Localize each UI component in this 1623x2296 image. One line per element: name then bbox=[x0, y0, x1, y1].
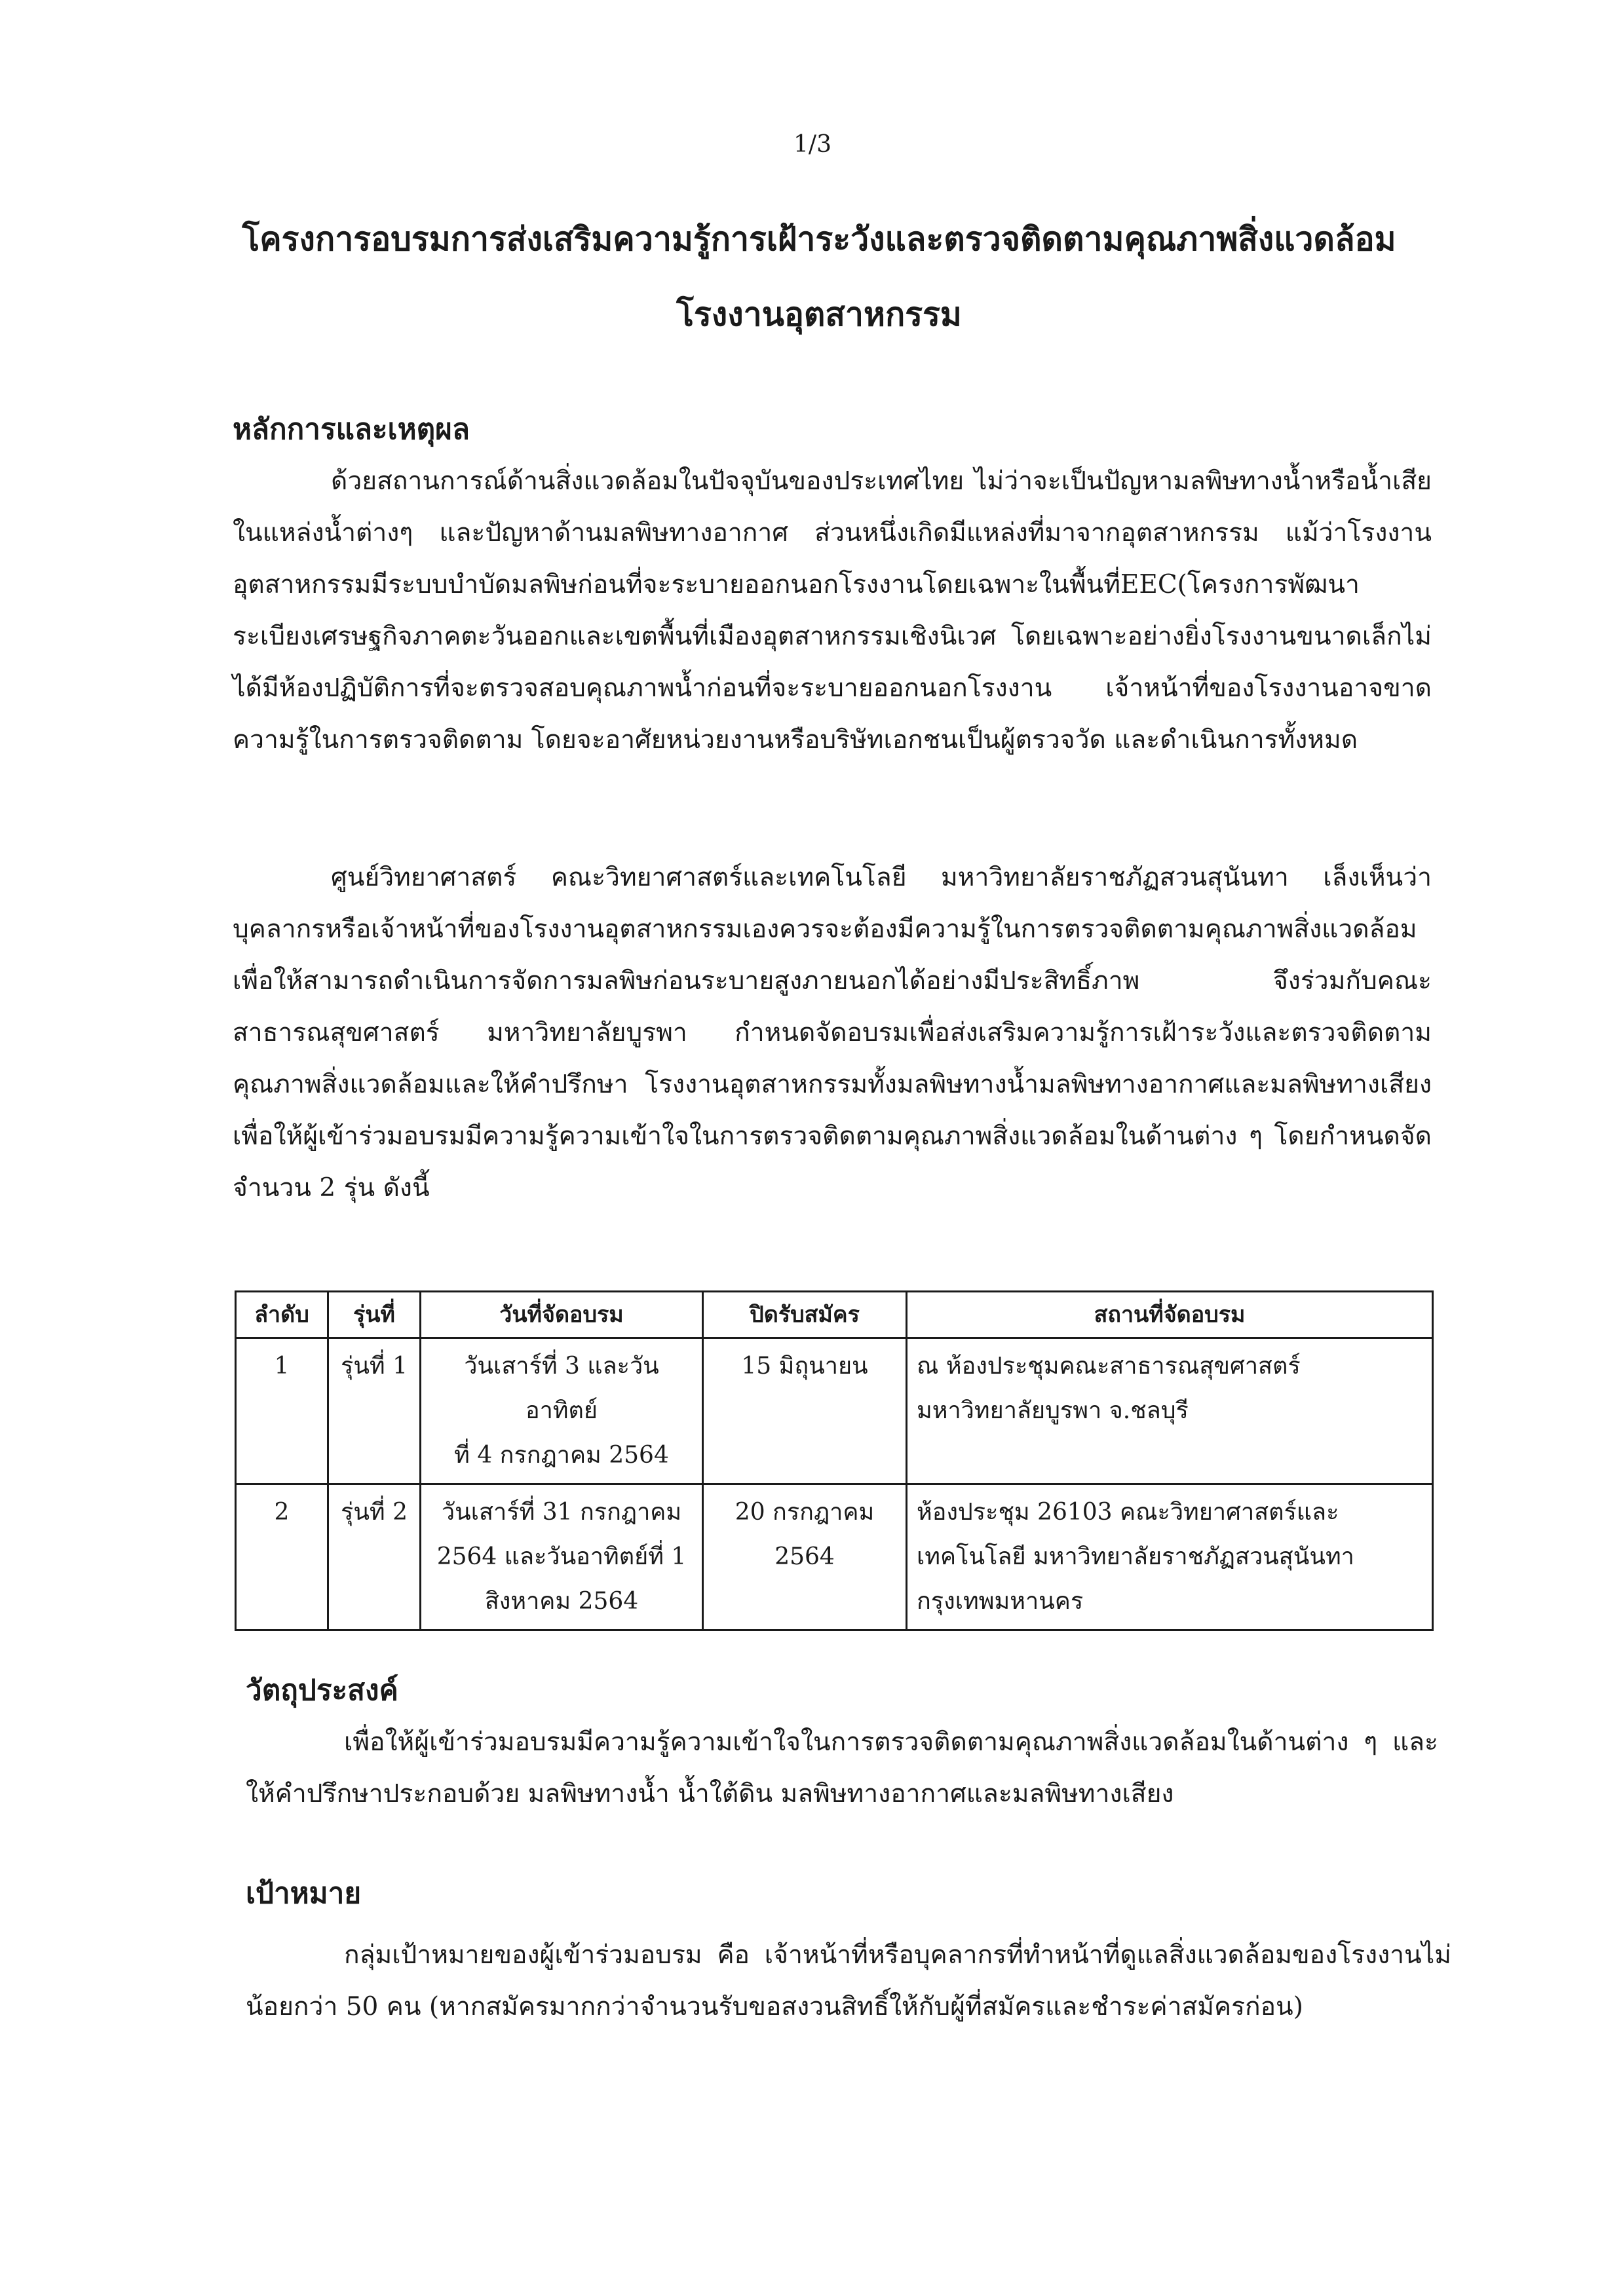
page-number: 1/3 bbox=[793, 131, 831, 158]
header-venue: สถานที่จัดอบรม bbox=[907, 1292, 1433, 1338]
rationale-paragraph-2 bbox=[233, 852, 1432, 1214]
target-paragraph bbox=[246, 1929, 1451, 2033]
objectives-paragraph-text: เพื่อให้ผู้เข้าร่วมอบรมมีความรู้ความเข้าใจในการตรวจติดตามคุณภาพสิ่งแวดล้อมในด้านต่าง ๆ และให้คำปรึกษาประกอบด้วย มลพิษทางน้ำ น้ำใต้ดิน มลพิษทางอากาศและมลพิษทางเสียง bbox=[246, 1727, 1438, 1809]
cell-closing bbox=[703, 1484, 907, 1630]
cell-batch: รุ่นที่ 2 bbox=[328, 1484, 421, 1630]
cell-date-line: ที่ 4 กรกฎาคม 2564 bbox=[454, 1442, 669, 1469]
cell-venue-line: ห้องประชุม 26103 คณะวิทยาศาสตร์และ bbox=[917, 1499, 1339, 1526]
cell-order: 1 bbox=[236, 1338, 328, 1484]
table-row bbox=[236, 1484, 1433, 1630]
cell-closing-line: 15 มิถุนายน bbox=[741, 1353, 868, 1380]
cell-date-line: สิงหาคม 2564 bbox=[484, 1588, 639, 1615]
document-title-line-1: โครงการอบรมการส่งเสริมความรู้การเฝ้าระวังและตรวจติดตามคุณภาพสิ่งแวดล้อม bbox=[242, 220, 1396, 258]
cell-venue bbox=[907, 1338, 1433, 1484]
cell-venue-line: มหาวิทยาลัยบูรพา จ.ชลบุรี bbox=[917, 1397, 1189, 1424]
table-row bbox=[236, 1338, 1433, 1484]
cell-batch: รุ่นที่ 1 bbox=[328, 1338, 421, 1484]
objectives-paragraph bbox=[246, 1716, 1438, 1820]
cell-venue bbox=[907, 1484, 1433, 1630]
cell-venue-line: ณ ห้องประชุมคณะสาธารณสุขศาสตร์ bbox=[917, 1353, 1301, 1380]
cell-venue-line: กรุงเทพมหานคร bbox=[917, 1588, 1084, 1615]
rationale-heading: หลักการและเหตุผล bbox=[233, 413, 470, 446]
cell-date-line: วันเสาร์ที่ 31 กรกฎาคม bbox=[441, 1499, 682, 1526]
cell-date-line: 2564 และวันอาทิตย์ที่ 1 bbox=[436, 1543, 687, 1570]
rationale-paragraph-2-text: ศูนย์วิทยาศาสตร์ คณะวิทยาศาสตร์และเทคโนโลยี มหาวิทยาลัยราชภัฏสวนสุนันทา เล็งเห็นว่าบุคลากรหรือเจ้าหน้าที่ของโรงงานอุตสาหกรรมเองควรจะต้องมีความรู้ในการตรวจติดตามคุณภาพสิ่งแวดล้อมเพื่อให้สามารถดำเนินการจัดการมลพิษก่อนระบายสูงภายนอกได้อย่างมีประสิทธิ์ภาพ จึงร่วมกับคณะสาธารณสุขศาสตร์ มหาวิทยาลัยบูรพา กำหนดจัดอบรมเพื่อส่งเสริมความรู้การเฝ้าระวังและตรวจติดตามคุณภาพสิ่งแวดล้อมและให้คำปรึกษา โรงงานอุตสาหกรรมทั้งมลพิษทางน้ำมลพิษทางอากาศและมลพิษทางเสียง เพื่อให้ผู้เข้าร่วมอบรมมีความรู้ความเข้าใจในการตรวจติดตามคุณภาพสิ่งแวดล้อมในด้านต่าง ๆ โดยกำหนดจัดจำนวน 2 รุ่น ดังนี้ bbox=[233, 863, 1432, 1203]
schedule-table bbox=[235, 1290, 1434, 1631]
header-batch: รุ่นที่ bbox=[328, 1292, 421, 1338]
objectives-heading: วัตถุประสงค์ bbox=[246, 1674, 398, 1707]
cell-closing bbox=[703, 1338, 907, 1484]
cell-date bbox=[421, 1484, 703, 1630]
rationale-paragraph-1-text: ด้วยสถานการณ์ด้านสิ่งแวดล้อมในปัจจุบันของประเทศไทย ไม่ว่าจะเป็นปัญหามลพิษทางน้ำหรือน้ำเสียในแหล่งน้ำต่างๆ และปัญหาด้านมลพิษทางอากาศ ส่วนหนึ่งเกิดมีแหล่งที่มาจากอุตสาหกรรม แม้ว่าโรงงานอุตสาหกรรมมีระบบบำบัดมลพิษก่อนที่จะระบายออกนอกโรงงานโดยเฉพาะในพื้นที่EEC(โครงการพัฒนาระเบียงเศรษฐกิจภาคตะวันออกและเขตพื้นที่เมืองอุตสาหกรรมเชิงนิเวศ โดยเฉพาะอย่างยิ่งโรงงานขนาดเล็กไม่ได้มีห้องปฏิบัติการที่จะตรวจสอบคุณภาพน้ำก่อนที่จะระบายออกนอกโรงงาน เจ้าหน้าที่ของโรงงานอาจขาดความรู้ในการตรวจติดตาม โดยจะอาศัยหน่วยงานหรือบริษัทเอกชนเป็นผู้ตรวจวัด และดำเนินการทั้งหมด bbox=[233, 466, 1432, 755]
document-title-line-2: โรงงานอุตสาหกรรม bbox=[676, 295, 962, 333]
header-date: วันที่จัดอบรม bbox=[421, 1292, 703, 1338]
cell-order: 2 bbox=[236, 1484, 328, 1630]
cell-date bbox=[421, 1338, 703, 1484]
target-paragraph-text: กลุ่มเป้าหมายของผู้เข้าร่วมอบรม คือ เจ้าหน้าที่หรือบุคลากรที่ทำหน้าที่ดูแลสิ่งแวดล้อมของโรงงานไม่น้อยกว่า 50 คน (หากสมัครมากกว่าจำนวนรับขอสงวนสิทธิ์ให้กับผู้ที่สมัครและชำระค่าสมัครก่อน) bbox=[246, 1940, 1451, 2022]
header-closing: ปิดรับสมัคร bbox=[703, 1292, 907, 1338]
schedule-header-row bbox=[236, 1292, 1433, 1338]
target-heading: เป้าหมาย bbox=[246, 1877, 362, 1910]
cell-closing-line: 2564 bbox=[774, 1543, 835, 1570]
cell-closing-line: 20 กรกฎาคม bbox=[735, 1499, 875, 1526]
cell-venue-line: เทคโนโลยี มหาวิทยาลัยราชภัฏสวนสุนันทา bbox=[917, 1543, 1354, 1570]
cell-date-line: วันเสาร์ที่ 3 และวันอาทิตย์ bbox=[464, 1353, 659, 1424]
rationale-paragraph-1 bbox=[233, 455, 1432, 766]
header-order: ลำดับ bbox=[236, 1292, 328, 1338]
